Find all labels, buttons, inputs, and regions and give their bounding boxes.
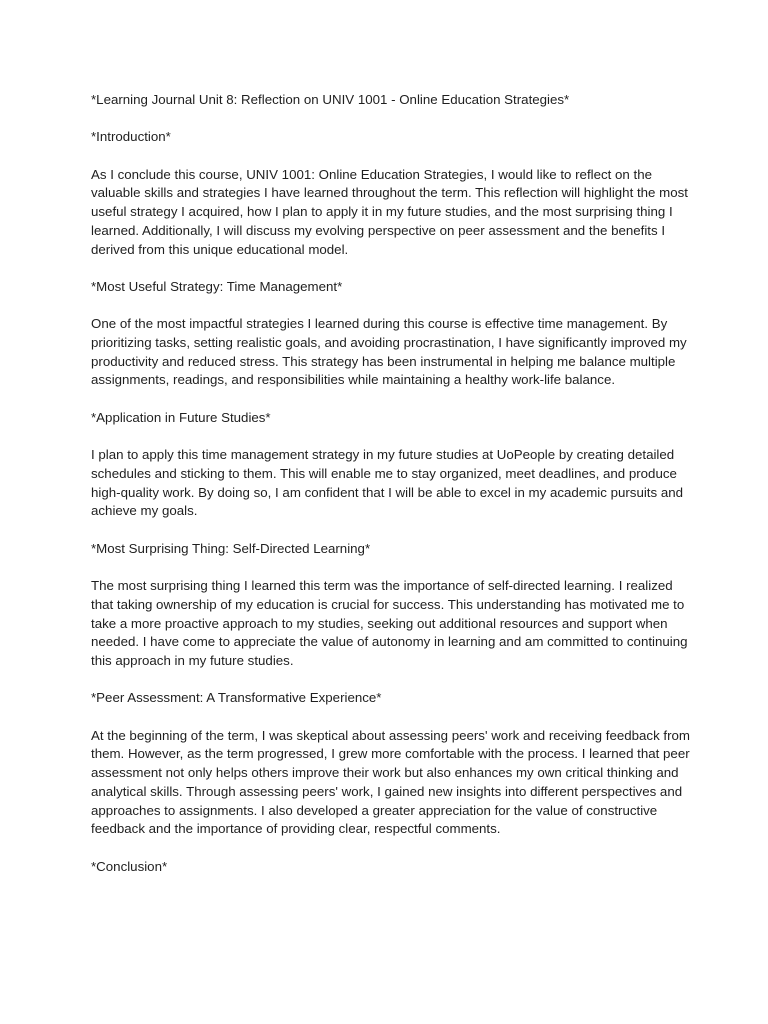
section-body-most-surprising-thing: The most surprising thing I learned this term was the importance of self-directed learning. I realized that taking ownership of my education is crucial for success. This understanding has motivated me to take a more proactive approach to my studies, seeking out additional resources and support when needed. I have come to appreciate the value of autonomy in learning and am committed to continuing this approach in my future studies. <box>91 578 688 668</box>
section-body-application-future-studies: I plan to apply this time management strategy in my future studies at UoPeople by creating detailed schedules and sticking to them. This will enable me to stay organized, meet deadlines, and produce high-quality work. By doing so, I am confident that I will be able to excel in my academic pursuits and achieve my goals. <box>91 447 684 519</box>
document-title: *Learning Journal Unit 8: Reflection on UNIV 1001 - Online Education Strategies* <box>91 92 570 107</box>
section-body-introduction: As I conclude this course, UNIV 1001: Online Education Strategies, I would like to reflect on the valuable skills and strategies I have learned throughout the term. This reflection will highlight the most useful strategy I acquired, how I plan to apply it in my future studies, and the most surprising thing I learned. Additionally, I will discuss my evolving perspective on peer assessment and the benefits I derived from this unique educational model. <box>91 166 688 257</box>
section-heading-most-useful-strategy: *Most Useful Strategy: Time Management* <box>91 278 343 294</box>
section-heading-introduction: *Introduction* <box>91 129 171 145</box>
section-body-most-useful-strategy: One of the most impactful strategies I learned during this course is effective time management. By prioritizing tasks, setting realistic goals, and avoiding procrastination, I have significantly improved my productivity and reduced stress. This strategy has been instrumental in helping me balance multiple assignments, readings, and responsibilities while maintaining a healthy work-life balance. <box>91 316 687 388</box>
document-body <box>91 91 691 895</box>
section-heading-conclusion: *Conclusion* <box>91 858 168 874</box>
section-heading-application-future-studies: *Application in Future Studies* <box>91 409 271 425</box>
section-heading-most-surprising-thing: *Most Surprising Thing: Self-Directed Learning* <box>91 540 371 556</box>
section-body-peer-assessment: At the beginning of the term, I was skeptical about assessing peers' work and receiving feedback from them. However, as the term progressed, I grew more comfortable with the process. I learned that peer assessment not only helps others improve their work but also enhances my own critical thinking and analytical skills. Through assessing peers' work, I gained new insights into different perspectives and approaches to assignments. I also developed a greater appreciation for the value of constructive feedback and the importance of providing clear, respectful comments. <box>91 727 691 837</box>
section-heading-peer-assessment: *Peer Assessment: A Transformative Experience* <box>91 690 382 706</box>
